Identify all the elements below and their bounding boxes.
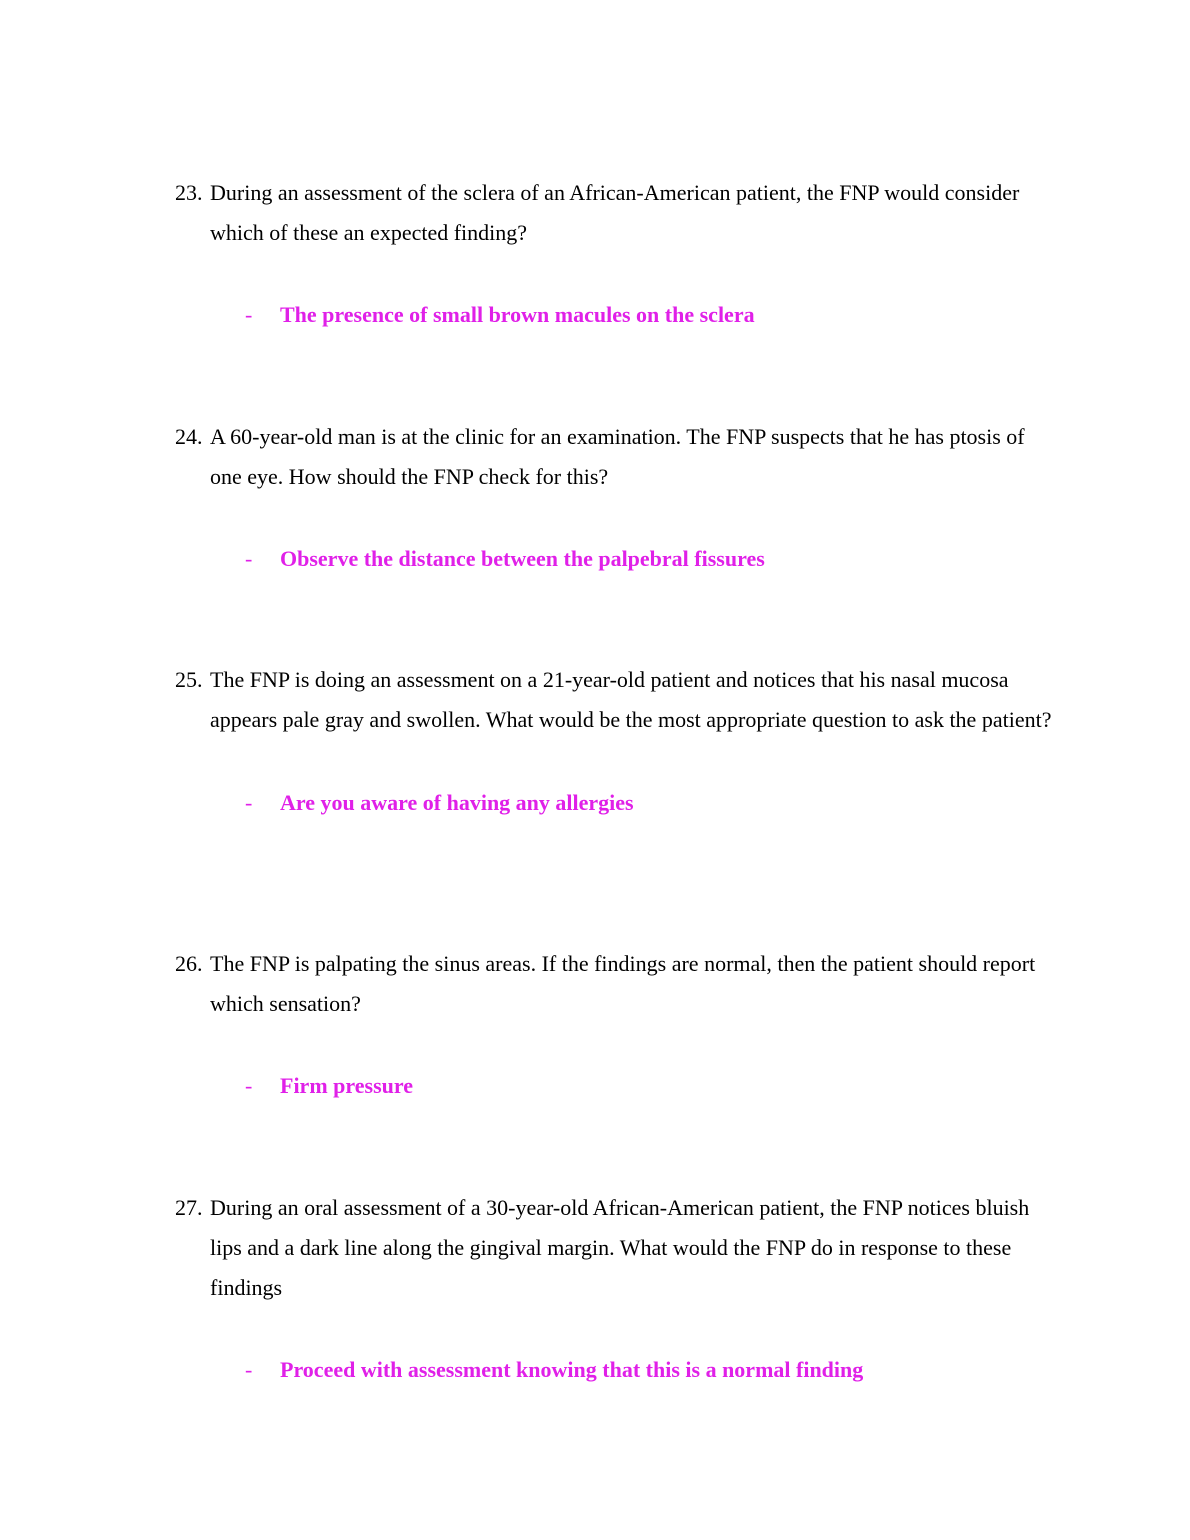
question-number: 24. — [175, 424, 203, 449]
answer-dash: - — [245, 546, 253, 571]
question-number: 26. — [175, 951, 203, 976]
answer — [245, 295, 1055, 335]
question — [175, 1188, 1055, 1308]
question — [175, 173, 1055, 253]
answer-dash: - — [245, 1073, 253, 1098]
answer-dash: - — [245, 302, 253, 327]
answer — [245, 1066, 1055, 1106]
answer-text: Observe the distance between the palpebral fissures — [280, 546, 765, 571]
qa-item-27 — [175, 1188, 1055, 1390]
question-number: 23. — [175, 180, 203, 205]
question-number: 27. — [175, 1195, 203, 1220]
answer-dash: - — [245, 790, 253, 815]
question-text: The FNP is palpating the sinus areas. If the findings are normal, then the patient should report which sensation? — [210, 951, 1036, 1016]
answer-dash: - — [245, 1357, 253, 1382]
qa-item-23 — [175, 173, 1055, 335]
answer — [245, 539, 1055, 579]
answer-text: The presence of small brown macules on the sclera — [280, 302, 755, 327]
answer-text: Firm pressure — [280, 1073, 413, 1098]
question-number: 25. — [175, 667, 203, 692]
answer — [245, 783, 1055, 823]
answer-text: Are you aware of having any allergies — [280, 790, 634, 815]
question-text: During an oral assessment of a 30-year-old African-American patient, the FNP notices bluish lips and a dark line along the gingival margin. What would the FNP do in response to these findings — [210, 1195, 1030, 1300]
answer-text: Proceed with assessment knowing that this is a normal finding — [280, 1357, 864, 1382]
qa-item-26 — [175, 944, 1055, 1106]
question-text: The FNP is doing an assessment on a 21-year-old patient and notices that his nasal mucosa appears pale gray and swollen. What would be the most appropriate question to ask the patient? — [210, 667, 1052, 732]
question — [175, 417, 1055, 497]
question-text: A 60-year-old man is at the clinic for an examination. The FNP suspects that he has ptosis of one eye. How should the FNP check for this? — [210, 424, 1025, 489]
qa-item-25 — [175, 660, 1055, 823]
answer — [245, 1350, 1055, 1390]
question-text: During an assessment of the sclera of an African-American patient, the FNP would consider which of these an expected finding? — [210, 180, 1020, 245]
qa-item-24 — [175, 417, 1055, 579]
question — [175, 944, 1055, 1024]
question — [175, 660, 1055, 740]
